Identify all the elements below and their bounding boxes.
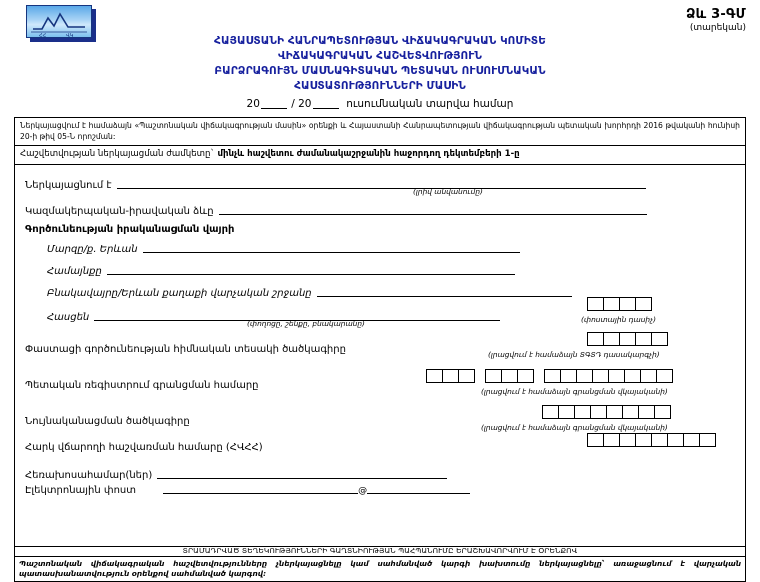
- academic-year-line: [0, 98, 760, 110]
- postal-code-boxes[interactable]: [587, 297, 652, 311]
- settlement-label: Բնակավայրը/Երևան քաղաքի վարչական շրջանը: [47, 288, 312, 299]
- register-cell[interactable]: [624, 369, 641, 383]
- form-code: Ձև 3-ԳՄ: [685, 7, 746, 22]
- deadline-value: մինչև հաշվետու ժամանակաշրջանին հաջորդող դեկտեմբերի 1-ը: [217, 149, 520, 159]
- register-cell[interactable]: [544, 369, 561, 383]
- title-block: [0, 34, 760, 94]
- footer-block: [14, 545, 746, 582]
- identification-code-label: Նույնականացման ծածկագիրը: [25, 416, 190, 427]
- submitted-by-hint: (լրիվ անվանումը): [413, 187, 483, 196]
- register-cell[interactable]: [656, 369, 673, 383]
- community-input[interactable]: [107, 263, 515, 275]
- state-register-label: Պետական ռեգիստրում գրանցման համարը: [25, 380, 259, 391]
- email-label: Էլեկտրոնային փոստ: [25, 485, 137, 496]
- form-fields-area: [15, 165, 745, 505]
- legal-notice: Ներկայացվում է համաձայն «Պաշտոնական վիճակագրության մասին» օրենքի և Հայաստանի Հանրապետության վիճակագրության պետական խորհրդի 2016 թվականի հունիսի 20-ի թիվ 05-Ն որոշման:: [15, 118, 745, 146]
- year-prefix: 20: [246, 98, 260, 110]
- activity-code-cell[interactable]: [651, 332, 668, 346]
- region-label: Մարզը/ք. Երևան: [47, 244, 138, 255]
- register-cell[interactable]: [426, 369, 443, 383]
- taxpayer-cell[interactable]: [635, 433, 652, 447]
- form-sheet: [14, 117, 746, 547]
- submitted-by-input[interactable]: [117, 177, 646, 189]
- identification-cell[interactable]: [654, 405, 671, 419]
- page-title-line-4: ՀԱՍՏԱՏՈՒԹՅՈՒՆՆԵՐԻ ՄԱՍԻՆ: [294, 80, 466, 92]
- penalty-note: Պաշտոնական վիճակագրական հաշվետվությունները չներկայացնելը կամ սահմանված կարգի խախտումը ներկայացնելը՝ առաջացնում է վարչական պատասխանատվություն օրենքով սահմանված կարգով:: [19, 559, 741, 578]
- identification-cell[interactable]: [558, 405, 575, 419]
- main-activity-label: Փաստացի գործունեության հիմնական տեսակի ծածկագիրը: [25, 344, 346, 355]
- taxpayer-number-boxes[interactable]: [587, 433, 716, 447]
- register-cell[interactable]: [640, 369, 657, 383]
- taxpayer-cell[interactable]: [619, 433, 636, 447]
- field-region: [47, 237, 745, 256]
- logo-tick-left: ՀՀ: [39, 33, 47, 38]
- register-group-3[interactable]: [544, 369, 673, 383]
- register-group-1[interactable]: [426, 369, 475, 383]
- state-register-boxes[interactable]: [426, 369, 673, 383]
- year-blank-to[interactable]: [313, 108, 339, 109]
- identification-cell[interactable]: [606, 405, 623, 419]
- email-domain-input[interactable]: [367, 482, 470, 494]
- activity-code-cell[interactable]: [587, 332, 604, 346]
- activity-code-cell[interactable]: [619, 332, 636, 346]
- register-cell[interactable]: [517, 369, 534, 383]
- legal-form-label: Կազմակերպական-իրավական ձևը: [25, 206, 214, 217]
- activity-location-label: Գործունեության իրականացման վայրի: [25, 224, 235, 235]
- identification-cell[interactable]: [638, 405, 655, 419]
- community-label: Համայնքը: [47, 266, 102, 277]
- activity-code-cell[interactable]: [603, 332, 620, 346]
- phone-label: Հեռախոսահամար(ներ): [25, 470, 153, 481]
- year-suffix: ուսումնական տարվա համար: [346, 98, 514, 110]
- email-local-input[interactable]: [163, 482, 358, 494]
- activity-code-boxes[interactable]: [587, 332, 668, 346]
- identification-hint: (լրացվում է համաձայն գրանցման վկայականի): [481, 423, 668, 432]
- main-activity-hint: (լրացվում է համաձայն ՏԳՏԴ դասակարգչի): [488, 350, 660, 359]
- activity-location-header: [25, 217, 745, 236]
- page-title-line-3: ԲԱՐՁՐԱԳՈՒՅՆ ՄԱՍՆԱԳԻՏԱԿԱՆ ՊԵՏԱԿԱՆ ՈՒՍՈՒՄՆԱԿԱՆ: [214, 65, 546, 77]
- register-cell[interactable]: [442, 369, 459, 383]
- legal-form-input[interactable]: [219, 203, 647, 215]
- year-blank-from[interactable]: [261, 108, 287, 109]
- field-legal-form: [25, 199, 745, 218]
- taxpayer-cell[interactable]: [667, 433, 684, 447]
- identification-cell[interactable]: [590, 405, 607, 419]
- register-cell[interactable]: [592, 369, 609, 383]
- taxpayer-cell[interactable]: [651, 433, 668, 447]
- register-cell[interactable]: [576, 369, 593, 383]
- taxpayer-cell[interactable]: [587, 433, 604, 447]
- state-register-hint: (լրացվում է համաձայն գրանցման վկայականի): [481, 387, 668, 396]
- page-header: [0, 0, 760, 112]
- address-label: Հասցեն: [47, 312, 90, 323]
- field-submitted-by: [25, 173, 745, 192]
- identification-cell[interactable]: [574, 405, 591, 419]
- logo-tick-right: ՎԿ: [66, 33, 74, 38]
- postal-code-cell[interactable]: [635, 297, 652, 311]
- register-cell[interactable]: [501, 369, 518, 383]
- deadline-label: Հաշվետվության ներկայացման ժամկետը`: [20, 149, 215, 159]
- postal-code-cell[interactable]: [619, 297, 636, 311]
- activity-code-cell[interactable]: [635, 332, 652, 346]
- form-periodicity: (տարեկան): [689, 22, 746, 33]
- identification-cell[interactable]: [542, 405, 559, 419]
- taxpayer-cell[interactable]: [699, 433, 716, 447]
- settlement-input[interactable]: [317, 285, 572, 297]
- confidentiality-heading: ՏՐԱՄԱԴՐՎԱԾ ՏԵՂԵԿՈՒԹՅՈՒՆՆԵՐԻ ԳԱՂՏՆԻՈՒԹՅԱՆ ՊԱՀՊԱՆՈՒՄԸ ԵՐԱՇԽԱՎՈՐՎՈՒՄ Է ՕՐԵՆՔՈՎ: [15, 545, 745, 557]
- taxpayer-cell[interactable]: [603, 433, 620, 447]
- register-group-2[interactable]: [485, 369, 534, 383]
- postal-code-cell[interactable]: [587, 297, 604, 311]
- register-cell[interactable]: [560, 369, 577, 383]
- field-community: [47, 259, 745, 278]
- taxpayer-cell[interactable]: [683, 433, 700, 447]
- register-cell[interactable]: [608, 369, 625, 383]
- submission-deadline: [15, 146, 745, 165]
- field-email: [25, 478, 745, 497]
- register-cell[interactable]: [458, 369, 475, 383]
- year-separator: / 20: [291, 98, 312, 110]
- register-cell[interactable]: [485, 369, 502, 383]
- page-title-line-2: ՎԻՃԱԿԱԳՐԱԿԱՆ ՀԱՇՎԵՏՎՈՒԹՅՈՒՆ: [278, 50, 482, 62]
- region-input[interactable]: [143, 241, 520, 253]
- form-code-block: [686, 8, 746, 33]
- taxpayer-number-label: Հարկ վճարողի հաշվառման համարը (ՀՎՀՀ): [25, 442, 263, 453]
- identification-code-boxes[interactable]: [542, 405, 671, 419]
- email-at-symbol: @: [358, 486, 368, 496]
- identification-cell[interactable]: [622, 405, 639, 419]
- postal-code-cell[interactable]: [603, 297, 620, 311]
- submitted-by-label: Ներկայացնում է: [25, 180, 112, 191]
- address-hint: (փողոցը, շենքը, բնակարանը): [247, 319, 365, 328]
- postal-code-hint: (փոստային դասիչ): [581, 315, 656, 324]
- page-title-line-1: ՀԱՅԱՍՏԱՆԻ ՀԱՆՐԱՊԵՏՈՒԹՅԱՆ ՎԻՃԱԿԱԳՐԱԿԱՆ ԿՈՄԻՏԵ: [214, 35, 546, 47]
